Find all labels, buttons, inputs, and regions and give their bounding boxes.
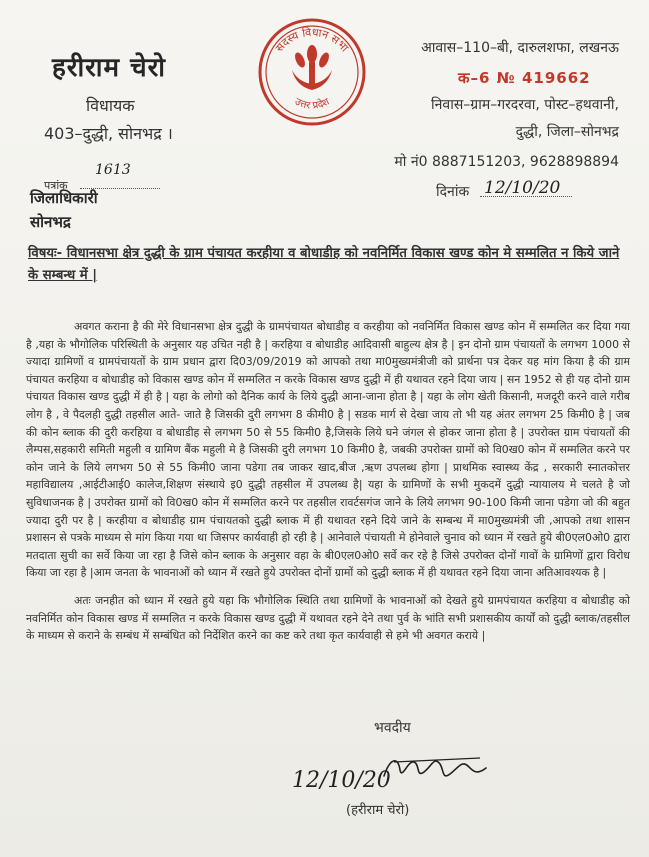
letter-body [26,318,630,655]
recipient-district: सोनभद्र [30,213,71,231]
date-label: दिनांक [436,184,470,200]
residence-address-line1: निवास–ग्राम–गरदरवा, पोस्ट–हथवानी, [431,97,619,113]
patrank-label: पत्रांक [44,179,68,192]
lucknow-address: आवास–110–बी, दारुलशफा, लखनऊ [421,40,619,56]
sender-constituency: 403–दुद्धी, सोनभद्र । [44,124,173,143]
letter-number: 1613 [95,162,131,178]
subject-text: विषयः- विधानसभा क्षेत्र दुद्धी के ग्राम पंचायत करहीया व बोधाडीह को नवनिर्मित विकास खण्ड कोन मे सम्मलित न किये जाने के सम्बन्ध में | [28,246,620,283]
svg-text:सदस्य विधान सभा: सदस्य विधान सभा [272,25,352,55]
valediction: भवदीय [374,720,411,736]
sender-designation: विधायक [86,96,135,115]
date-dotted-line [480,196,572,197]
date-value: 12/10/20 [484,178,561,198]
handwritten-signature [380,750,490,786]
signatory-name: (हरीराम चेरो) [346,803,410,818]
svg-text:उत्तर प्रदेश: उत्तर प्रदेश [292,96,332,112]
assembly-seal-logo [256,16,368,128]
subject-line [28,243,628,287]
body-paragraph-1: अवगत कराना है की मेरे विधानसभा क्षेत्र दुद्धी के ग्रामपंचायत बोधाडीह व करहीया को नवनिर्मित विकास खण्ड कोन में सम्मलित कर दिया गया है ,यहा के भौगोलिक परिस्थिती के अनुसार यह उचित नही है | करहिया व बोधाडीह आदिवासी बाहुल्य क्षेत्र है | इन दोनो ग्राम पंचायतों के लगभग 1000 से ज्यादा ग्रामिणों व ग्रामपंचायतों के ग्राम प्रधान द्वारा दि03/09/2019 को आपको तथा मा0मुख्यमंत्रीजी को प्रार्थना पत्र देकर यह मांग किया है की ग्राम पंचायत करहिया व बोधाडीह को विकास खण्ड कोन में सम्मलित न करके विकास खण्ड दुद्धी में ही यथावत रहने दिया जाय | सन 1952 से ही यह दोनो ग्राम पंचायत विकास खण्ड दुद्धी में ही है | यहा के लोगो को दैनिक कार्य के लिये दुद्धी आना-जाना होता है | यहा के लोग खेती किसानी, मजदूरी करने वाले गरीब लोग है , वे पैदलही दुद्धी तहसील आते- जाते है जिसकी दुरी लगभग 8 कीमी0 है | सडक मार्ग से देखा जाय तो भी यह अंतर लगभग 25 किमी0 है | जब की कोन ब्लाक की दुरी करहिया व बोधाडीह से लगभग 50 से 55 किमी0 है,जिसके लिये घने जंगल से होकर जाना होता है | उपरोक्त ग्राम पंचायतों की लैम्पस,सहकारी समिती महुली व ग्रामिण बैंक महुली मे है जिसकी दुरी लगभग 10 किमी0 है, जबकी उपरोक्त ग्रामों को वि0ख0 कोन में सम्मलित करने पर कोन जाने के लिये लगभग 50 से 55 किमी0 जाना पडेगा तब जाकर खाद,बीज ,ऋण उपलब्ध होगा | प्राथमिक स्वास्थ्य केंद्र , सरकारी स्नातकोत्तर महाविद्यालय ,आईटीआई0 कालेज,शिक्षण संस्थाये इ0 दुद्धी तहसील में उपलब्ध है| यहा के ग्रामिणों के सभी मुकदमें दुद्धी न्यायालय मे चलते है जो सुविधाजनक है | उपरोक्त ग्रामों को वि0ख0 कोन में सम्मलित करने पर तहसील रावर्टसगंज जाने के लिये लगभग 90-100 किमी जाना पडेगा जो की बहुत ज्यादा दुरी पर है | करहीया व बोधाडीह ग्राम पंचायतको दुद्धी ब्लाक में ही यथावत रहने दिये जाने के सम्बन्ध में मा0मुख्यमंत्री जी ,आपको तथा शासन प्रशासन से पत्रके माध्यम से मांग किया गया था जिसपर कार्यवाही हो रही है | आनेवाले पंचायती मे होनेवाले चुनाव को ध्यान में रखते हुये बी0एल0ओ0 द्वारा मतदाता सुची का सर्वे किया जा रहा है जिसे कोन ब्लाक के अनुसार वहा के बी0एल0ओ0 सर्वे कर रहे है जिसे उपरोक्त दोनों गावों के ग्रामिणों द्वारा विरोध किया जा रहा है |आम जनता के भावनाओं को ध्यान में रखते हुये उपरोक्त दोनों ग्रामों को दुद्धी ब्लाक में ही यथावत रहने दिया जाना अतिआवश्यक है | [26,320,630,580]
residence-address-line2: दुद्धी, जिला–सोनभद्र [515,124,619,140]
sender-name: हरीराम चेरो [52,53,167,83]
serial-number: क–6 № 419662 [458,69,591,87]
recipient-title: जिलाधिकारी [30,189,98,207]
body-paragraph-2: अतः जनहीत को ध्यान में रखते हुये यहा कि भौगोलिक स्थिति तथा ग्रामिणों के भावनाओं को देखते हुये ग्रामपंचायत करहिया व बोधाडीह को नवनिर्मित कोन विकास खण्ड में सम्मलित न करके विकास खण्ड दुद्धी में यथावत रहने देने तथा पुर्व के भांति सभी प्रशासकीय कार्यों को दुद्धी ब्लाक/तहसील के माध्यम से कराने के सम्बंध में सम्बंधित को निर्देशित करने का कष्ट करे तथा कृत कार्यवाही से हमे भी अवगत कराये | [26,593,630,643]
signature-date: 12/10/20 [292,768,391,793]
mobile-numbers: मो नं0 8887151203, 9628898894 [394,154,619,170]
